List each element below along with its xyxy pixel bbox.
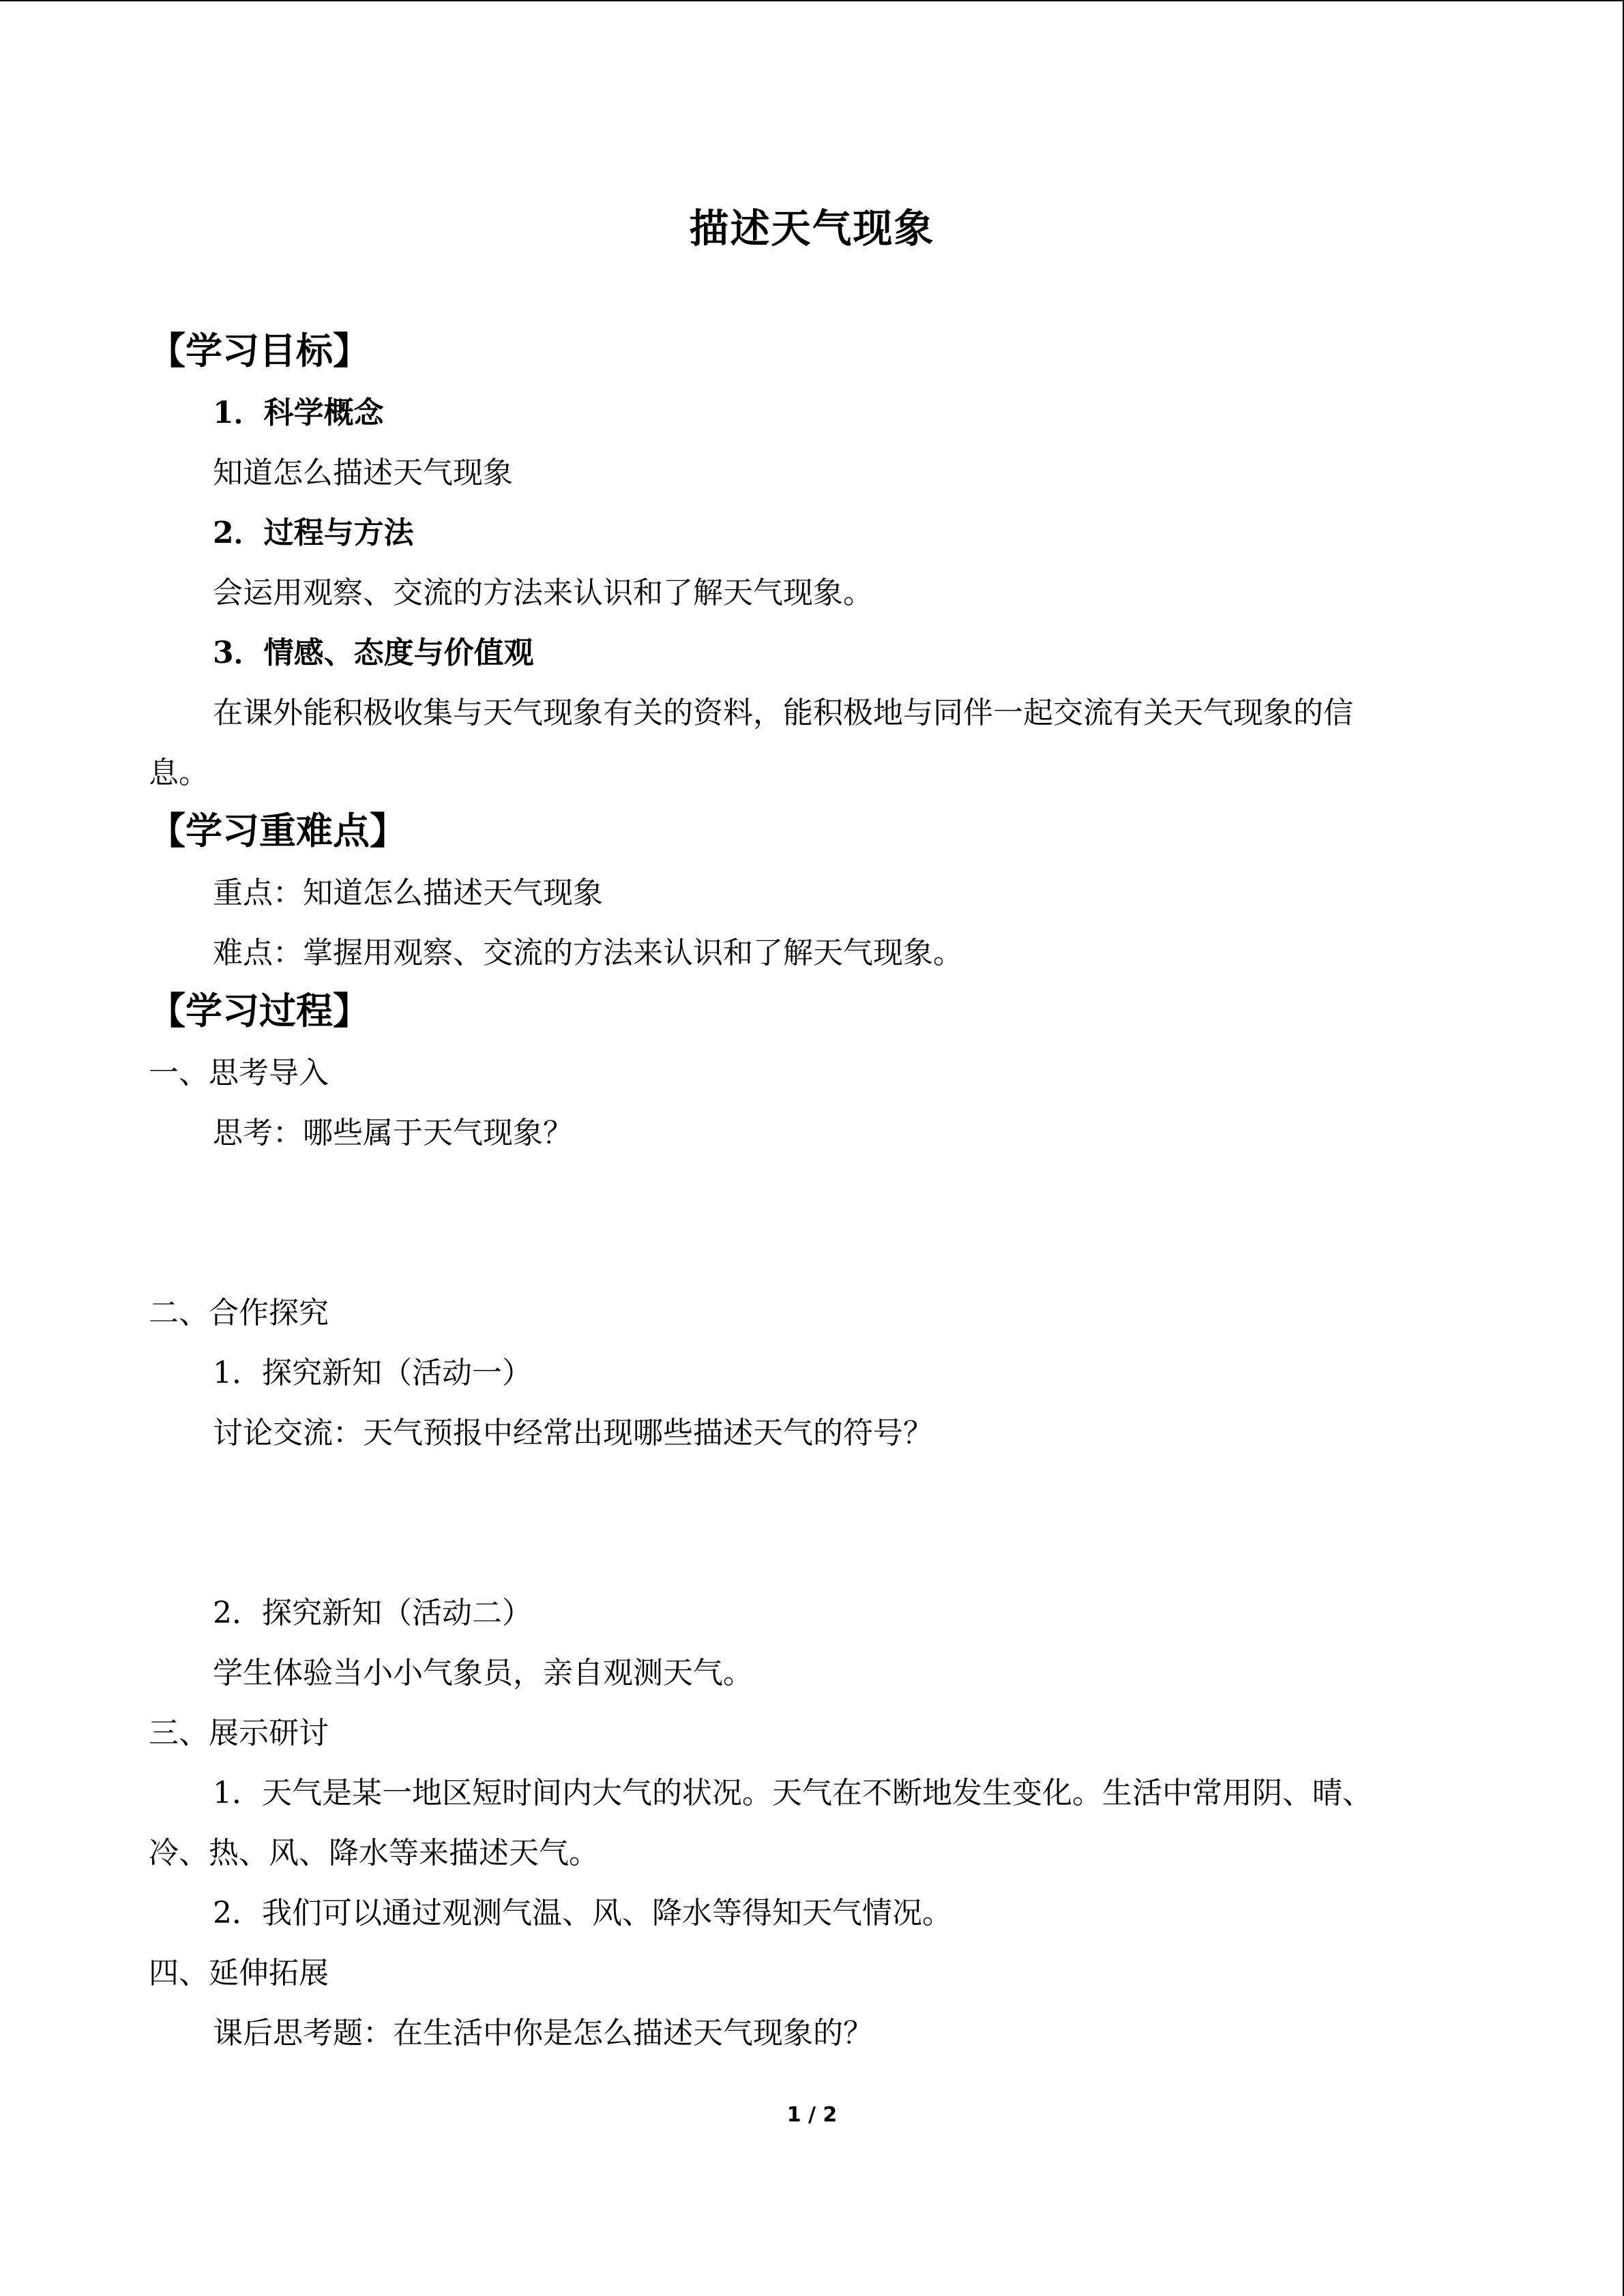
keypoint-focus: 重点：知道怎么描述天气现象	[213, 876, 603, 910]
objective-3-text-line1: 在课外能积极收集与天气现象有关的资料，能积极地与同伴一起交流有关天气现象的信	[213, 696, 1353, 730]
objective-2-title: 2．过程与方法	[213, 516, 414, 550]
process-part3-item1-line2: 冷、热、风、降水等来描述天气。	[149, 1836, 599, 1870]
objective-1-title: 1．科学概念	[213, 396, 384, 430]
objective-3-text-line2: 息。	[149, 756, 209, 790]
objective-3-title: 3．情感、态度与价值观	[213, 636, 534, 670]
process-part3-item1-line1: 1．天气是某一地区短时间内大气的状况。天气在不断地发生变化。生活中常用阴、晴、	[213, 1776, 1372, 1810]
process-part1-title: 一、思考导入	[149, 1056, 329, 1090]
objective-2-text: 会运用观察、交流的方法来认识和了解天气现象。	[213, 576, 873, 610]
process-part2-activity2-text: 学生体验当小小气象员，亲自观测天气。	[213, 1656, 753, 1690]
section-heading-process: 【学习过程】	[149, 989, 370, 1032]
section-heading-objectives: 【学习目标】	[149, 329, 370, 372]
page-number: 1 / 2	[786, 2103, 838, 2127]
process-part1-text: 思考：哪些属于天气现象？	[213, 1116, 573, 1150]
process-part3-title: 三、展示研讨	[149, 1716, 329, 1750]
process-part2-activity1-title: 1．探究新知（活动一）	[213, 1356, 532, 1390]
document-title: 描述天气现象	[689, 205, 935, 252]
process-part3-item2: 2．我们可以通过观测气温、风、降水等得知天气情况。	[213, 1896, 952, 1930]
process-part4-text: 课后思考题：在生活中你是怎么描述天气现象的？	[213, 2016, 873, 2051]
objective-1-text: 知道怎么描述天气现象	[213, 456, 513, 490]
process-part2-activity1-text: 讨论交流：天气预报中经常出现哪些描述天气的符号？	[213, 1416, 933, 1450]
process-part4-title: 四、延伸拓展	[149, 1956, 329, 1991]
section-heading-keypoints: 【学习重难点】	[149, 809, 407, 852]
process-part2-title: 二、合作探究	[149, 1296, 329, 1330]
process-part2-activity2-title: 2．探究新知（活动二）	[213, 1596, 532, 1630]
keypoint-difficulty: 难点：掌握用观察、交流的方法来认识和了解天气现象。	[213, 936, 963, 970]
